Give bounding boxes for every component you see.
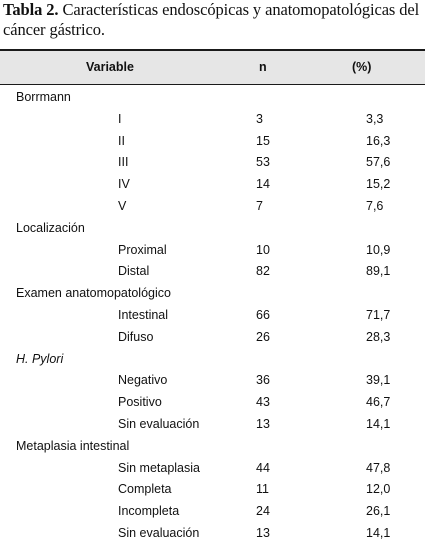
group-label: H. Pylori [16, 351, 64, 366]
group-label: Borrmann [16, 90, 71, 104]
row-label: Proximal [118, 242, 167, 257]
table-row [0, 414, 425, 436]
table-row [0, 196, 425, 218]
table-row [0, 479, 425, 501]
table-group-row [0, 436, 425, 458]
row-percent: 28,3 [366, 329, 391, 344]
group-label: Metaplasia intestinal [16, 438, 130, 453]
row-label: IV [118, 177, 130, 192]
row-n: 43 [256, 395, 270, 410]
row-label: Sin evaluación [118, 416, 200, 431]
row-label: Distal [118, 264, 150, 279]
row-label: II [118, 133, 125, 148]
table-row [0, 261, 425, 283]
table-group-row [0, 87, 425, 109]
table-body [0, 87, 425, 545]
table-row [0, 501, 425, 523]
row-n: 10 [256, 242, 270, 257]
row-label: III [118, 155, 129, 170]
table-row [0, 458, 425, 480]
table-header-rule [0, 84, 425, 85]
table-row [0, 370, 425, 392]
row-label: V [118, 198, 127, 213]
row-n: 15 [256, 133, 270, 148]
row-percent: 47,8 [366, 460, 391, 475]
row-n: 24 [256, 504, 270, 519]
table-top-rule [0, 49, 425, 51]
caption-label: Tabla 2. [3, 0, 59, 19]
caption-text: Características endoscópicas y anatomopatológicas del cáncer gástrico. [3, 0, 420, 39]
row-n: 11 [256, 482, 269, 497]
row-n: 7 [256, 198, 263, 213]
header-n: n [259, 60, 267, 74]
row-label: I [118, 111, 122, 126]
row-percent: 71,7 [366, 307, 391, 322]
table-group-row [0, 349, 425, 371]
group-label: Examen anatomopatológico [16, 286, 171, 301]
table-row [0, 131, 425, 153]
row-n: 3 [256, 111, 263, 126]
row-n: 13 [256, 416, 270, 431]
table-row [0, 109, 425, 131]
row-label: Incompleta [118, 504, 180, 519]
row-label: Completa [118, 482, 172, 497]
table-row [0, 174, 425, 196]
row-percent: 46,7 [366, 395, 391, 410]
row-percent: 3,3 [366, 111, 384, 126]
row-label: Positivo [118, 395, 162, 410]
row-label: Negativo [118, 373, 168, 388]
row-percent: 89,1 [366, 264, 391, 279]
row-percent: 12,0 [366, 482, 391, 497]
header-percent: (%) [352, 60, 372, 74]
row-label: Intestinal [118, 307, 169, 322]
row-n: 44 [256, 460, 270, 475]
table-row [0, 152, 425, 174]
row-n: 13 [256, 525, 270, 540]
row-n: 26 [256, 329, 270, 344]
table-caption [3, 0, 421, 40]
row-percent: 14,1 [366, 416, 391, 431]
row-label: Difuso [118, 329, 154, 344]
row-percent: 15,2 [366, 177, 391, 192]
row-label: Sin metaplasia [118, 460, 200, 475]
row-percent: 14,1 [366, 525, 391, 540]
table-row [0, 305, 425, 327]
row-percent: 10,9 [366, 242, 391, 257]
row-n: 14 [256, 177, 270, 192]
row-percent: 16,3 [366, 133, 391, 148]
table-row [0, 392, 425, 414]
row-percent: 57,6 [366, 155, 391, 170]
table-row [0, 327, 425, 349]
table-group-row [0, 283, 425, 305]
row-percent: 7,6 [366, 198, 384, 213]
row-n: 82 [256, 264, 270, 279]
group-label: Localización [16, 220, 85, 235]
row-n: 66 [256, 307, 270, 322]
row-percent: 39,1 [366, 373, 391, 388]
row-percent: 26,1 [366, 504, 391, 519]
table-row [0, 523, 425, 545]
table-row [0, 240, 425, 262]
row-n: 53 [256, 155, 270, 170]
row-n: 36 [256, 373, 270, 388]
header-variable: Variable [86, 60, 134, 74]
row-label: Sin evaluación [118, 525, 200, 540]
table-group-row [0, 218, 425, 240]
